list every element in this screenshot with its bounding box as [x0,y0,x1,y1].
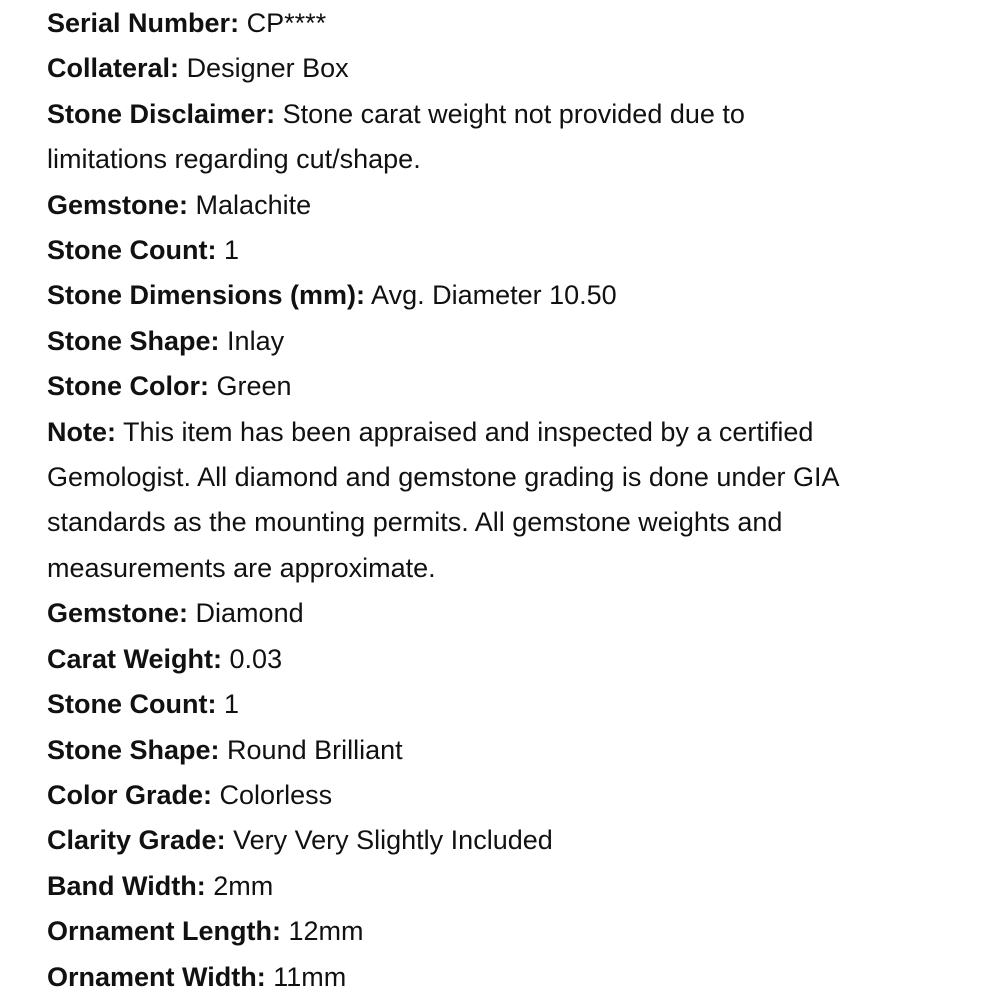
spec-value: This item has been appraised and inspected by a certified Gemologist. All diamond and gemstone grading is done under GIA standards as the mounting permits. All gemstone weights and measurements are approximate. [47,416,838,583]
spec-label: Serial Number: [47,8,240,38]
spec-stone-dimensions [47,273,967,318]
spec-label: Gemstone: [47,598,189,629]
spec-label: Stone Color: [47,371,209,402]
spec-label: Stone Count: [47,689,217,720]
spec-collateral [47,46,967,91]
spec-label: Band Width: [47,870,206,901]
spec-label: Gemstone: [47,189,189,220]
spec-label: Stone Disclaimer: [47,98,276,129]
spec-value: Stone carat weight not provided due to limitations regarding cut/shape. [47,98,745,175]
spec-label: Carat Weight: [47,643,223,674]
spec-value: Green [216,371,292,402]
spec-value: Inlay [227,325,285,356]
spec-value: 2mm [213,870,274,901]
spec-note [47,410,947,592]
spec-value: 1 [223,235,240,266]
spec-label: Collateral: [47,53,180,84]
spec-value: Diamond [195,598,304,629]
spec-stone-count-diamond [47,682,967,727]
spec-ornament-width [47,955,967,1000]
spec-gemstone-diamond [47,591,967,636]
spec-value: 0.03 [229,643,283,674]
spec-value: Designer Box [186,53,349,84]
spec-ornament-length [47,909,967,954]
spec-stone-shape-diamond [47,728,967,773]
spec-label: Ornament Length: [47,916,281,947]
spec-list [47,1,967,1000]
spec-value: Round Brilliant [227,734,403,765]
spec-value: Very Very Slightly Included [233,825,553,856]
spec-stone-color [47,364,967,409]
spec-value: Colorless [219,779,333,810]
spec-label: Color Grade: [47,779,213,810]
spec-value: 11mm [273,961,347,992]
spec-label: Clarity Grade: [47,825,226,856]
spec-clarity-grade [47,818,967,863]
spec-stone-shape [47,319,967,364]
spec-band-width [47,864,967,909]
spec-label: Ornament Width: [47,961,266,992]
spec-value: Malachite [195,189,312,220]
spec-label: Stone Shape: [47,734,220,765]
spec-label: Stone Dimensions (mm): [47,280,366,311]
spec-stone-disclaimer [47,92,837,183]
spec-value: CP**** [246,8,327,38]
spec-value: 12mm [288,916,364,947]
spec-serial-number [47,1,967,46]
spec-value: 1 [223,689,240,720]
spec-label: Note: [47,416,116,447]
spec-label: Stone Count: [47,235,217,266]
spec-label: Stone Shape: [47,325,220,356]
spec-gemstone [47,183,967,228]
spec-color-grade [47,773,967,818]
spec-stone-count [47,228,967,273]
spec-carat-weight [47,637,967,682]
spec-value: Avg. Diameter 10.50 [371,280,617,311]
